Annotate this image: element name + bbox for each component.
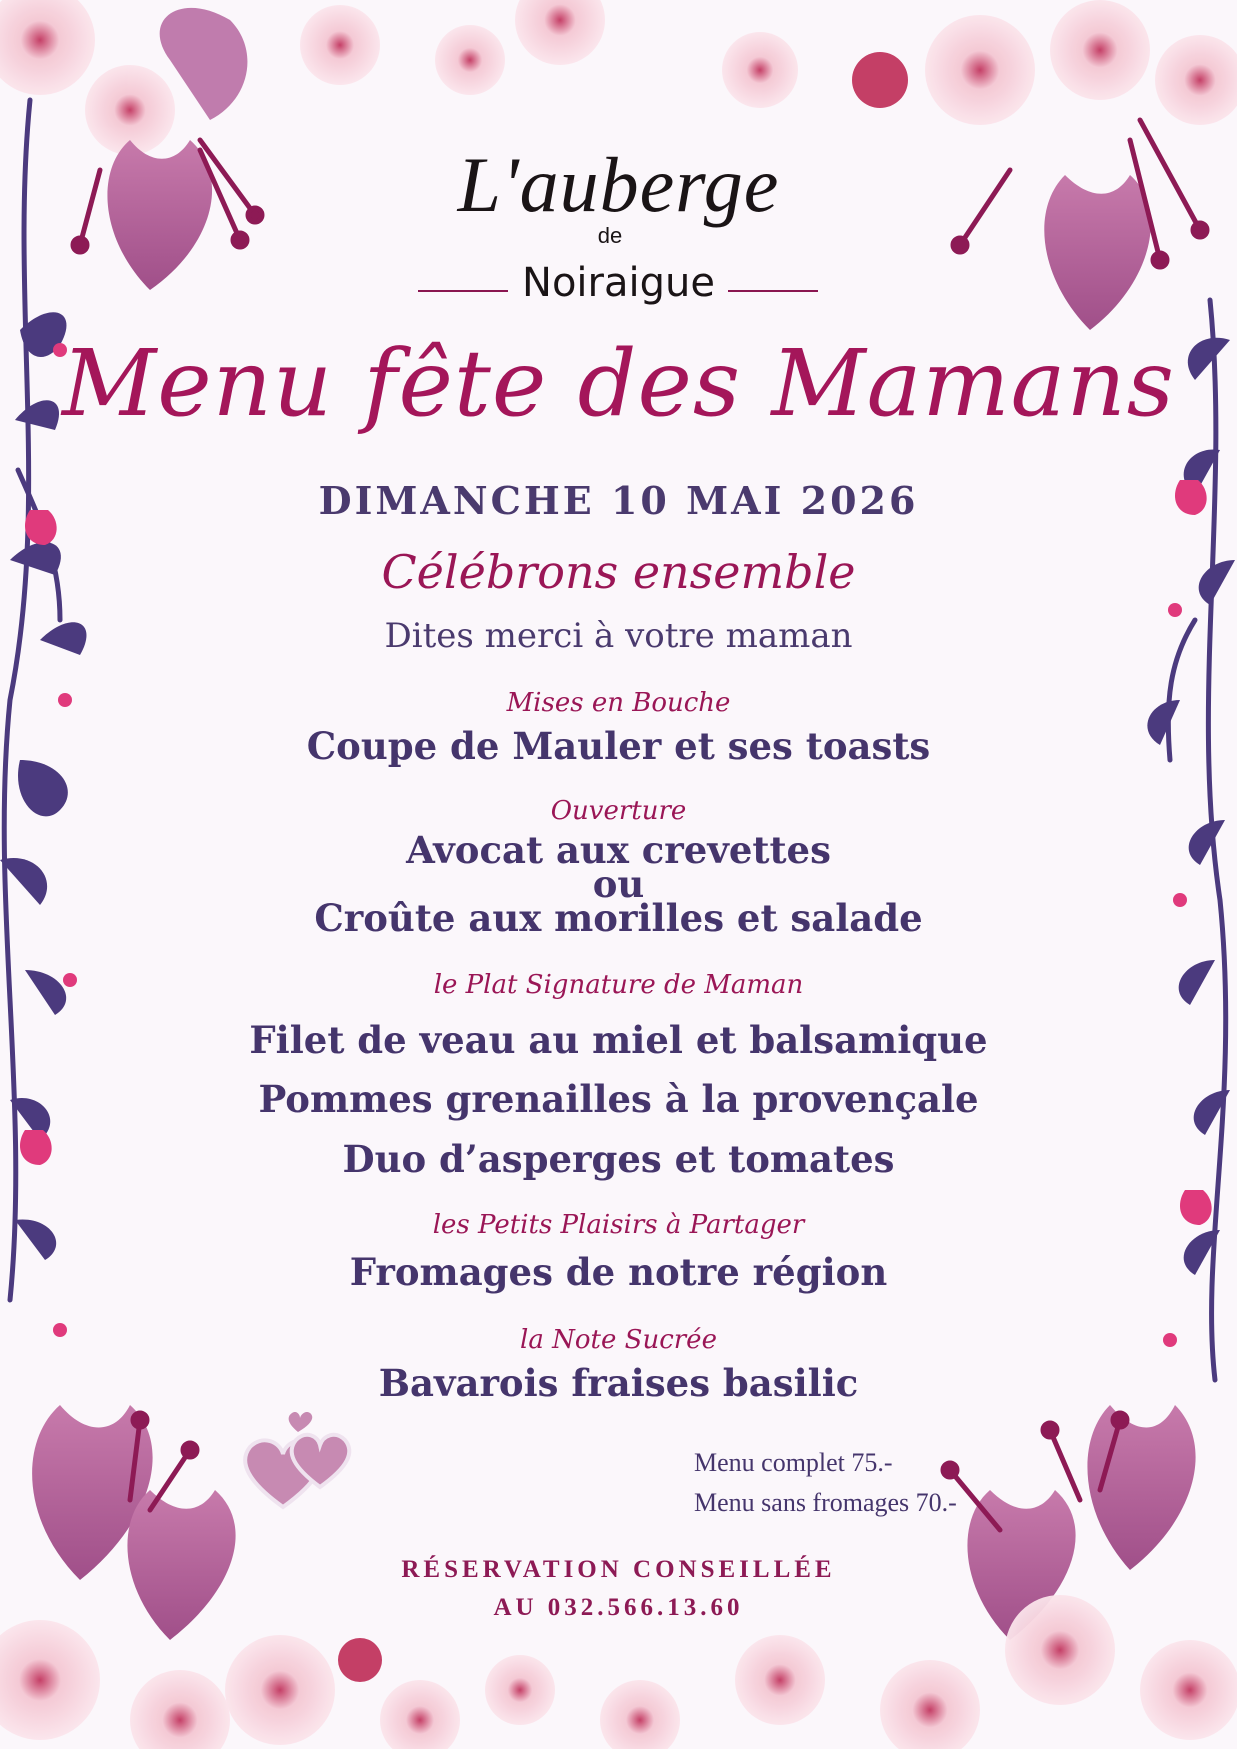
section-title-petits-plaisirs: les Petits Plaisirs à Partager	[432, 1210, 805, 1240]
subtitle: Dites merci à votre maman	[384, 616, 853, 656]
dish-separator: ou	[592, 862, 645, 906]
page-title: Menu fête des Mamans	[62, 330, 1175, 437]
event-date: DIMANCHE 10 MAI 2026	[318, 478, 919, 523]
reservation-note: RÉSERVATION CONSEILLÉE	[401, 1556, 836, 1583]
section-title-mises-en-bouche: Mises en Bouche	[506, 688, 731, 718]
dish-item: Fromages de notre région	[349, 1250, 888, 1294]
price-menu-complet: Menu complet 75.-	[694, 1448, 893, 1477]
dish-item: Filet de veau au miel et balsamique	[249, 1018, 988, 1062]
dish-item: Duo d’asperges et tomates	[342, 1137, 895, 1181]
dish-item: Coupe de Mauler et ses toasts	[306, 724, 931, 768]
reservation-phone: AU 032.566.13.60	[493, 1594, 744, 1621]
section-title-note-sucree: la Note Sucrée	[520, 1325, 717, 1355]
logo-name: L'auberge	[457, 141, 780, 228]
dish-item: Avocat aux crevettes	[406, 828, 831, 872]
section-title-ouverture: Ouverture	[550, 796, 687, 826]
price-menu-sans-fromages: Menu sans fromages 70.-	[694, 1488, 957, 1517]
logo-connector: de	[597, 223, 623, 248]
dish-item: Pommes grenailles à la provençale	[258, 1077, 979, 1121]
dish-item: Bavarois fraises basilic	[378, 1361, 859, 1405]
logo-divider-right	[728, 290, 818, 292]
tagline: Célébrons ensemble	[381, 545, 856, 599]
logo-place: Noiraigue	[522, 260, 715, 306]
dish-item: Croûte aux morilles et salade	[314, 896, 923, 940]
section-title-plat-signature: le Plat Signature de Maman	[433, 970, 804, 1000]
